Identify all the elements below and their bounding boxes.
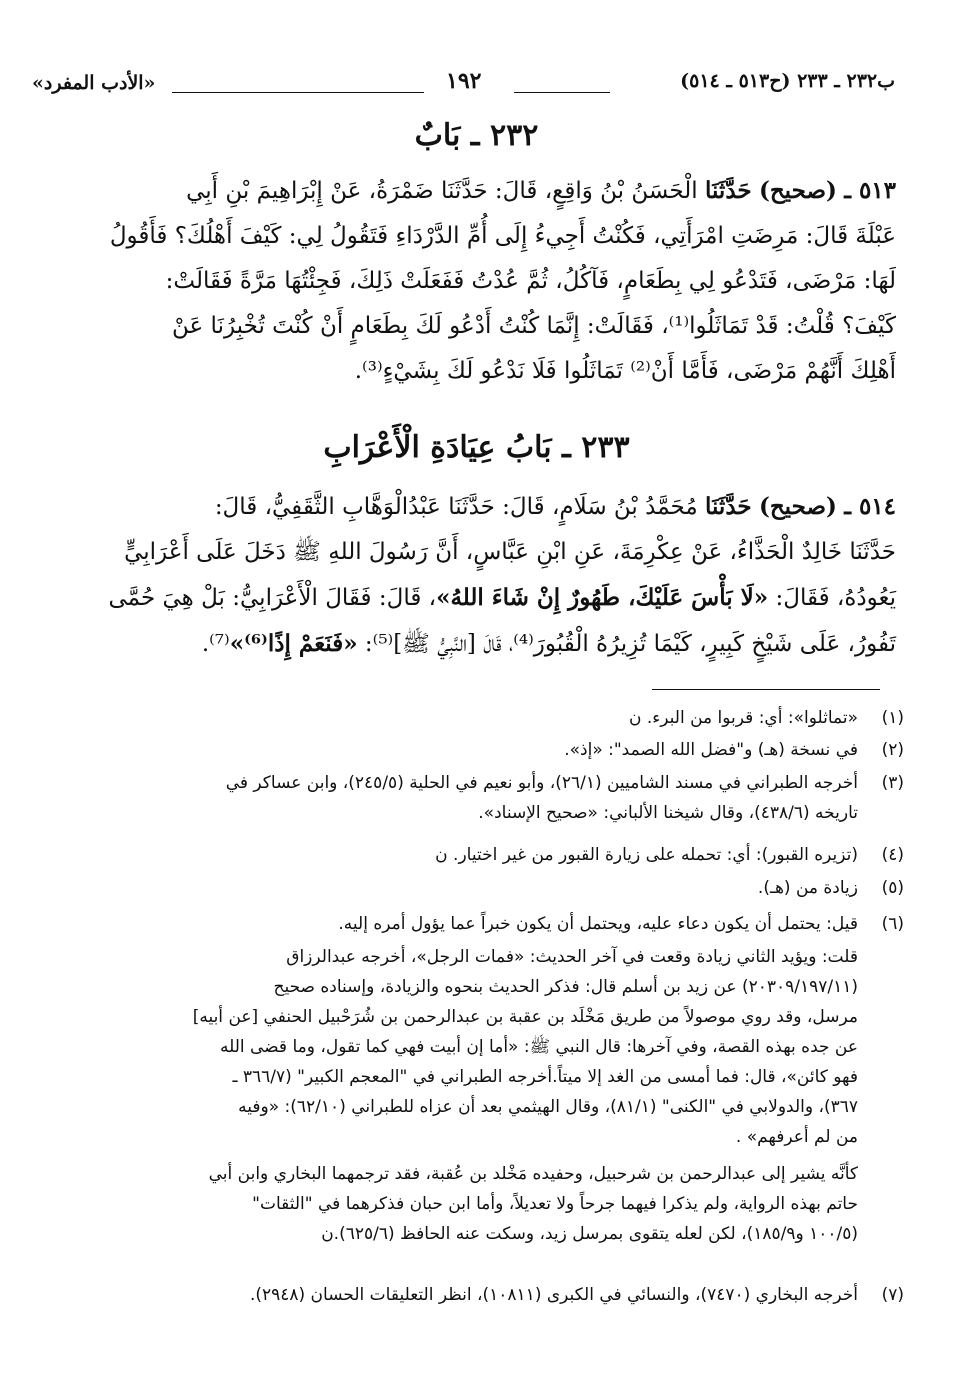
- text: ⁽⁷⁾.: [201, 631, 230, 657]
- hadith-514: [58, 484, 896, 667]
- hadith-grade: (صحيح): [758, 177, 837, 204]
- hadith-514-line-2: حَدَّثَنَا خَالِدٌ الْحَذَّاءُ، عَنْ عِكْرِمَةَ، عَنِ ابْنِ عَبَّاسٍ، أَنَّ رَسُولَ اللهِ ﷺ دَخَلَ عَلَى أَعْرَابِيٍّ: [124, 539, 896, 565]
- footnote-text: قيل: يحتمل أن يكون دعاء عليه، ويحتمل أن يكون خبراً عما يؤول أمره إليه.: [338, 914, 858, 934]
- commentary-line: مرسل، وقد روي موصولاً من طريق مَخْلَد بن عقبة بن عبدالرحمن بن شُرَحْبيل الحنفي [عن أبيه]: [192, 1007, 858, 1027]
- footnote-text: زيادة من (هـ).: [757, 878, 858, 898]
- commentary-line: كأنَّه يشير إلى عبدالرحمن بن شرحبيل، وحفيده مَخْلد بن عُقبة، فقد ترجمهما البخاري وابن أبي: [208, 1164, 858, 1184]
- footnote-text: (تزيره القبور): أي: تحمله على زيارة القبور من غير اختيار. ن: [435, 845, 858, 865]
- footnote-separator: [652, 689, 880, 690]
- footnote-number: (٥): [881, 878, 904, 898]
- text: تَفُورُ، عَلَى شَيْخٍ كَبِيرٍ، كَيْمَا تُزِيرُهُ الْقُبُورَ⁽⁴⁾، قَالَ [النَّبِيُّ ﷺ]⁽⁵⁾:: [364, 631, 896, 657]
- footnote-number: (١): [881, 708, 904, 728]
- hadith-grade: (صحيح): [758, 493, 837, 520]
- prophet-saying: «لَا بَأْسَ عَلَيْكَ، طَهُورٌ إِنْ شَاءَ اللهُ»: [436, 584, 769, 611]
- hadith-513-line-2: عَبْلَةَ قَالَ: مَرِضَتِ امْرَأَتِي، فَكُنْتُ أَجِيءُ إِلَى أُمِّ الدَّرْدَاءِ فَتَقُولُ لِي: كَيْفَ أَهْلُكَ؟ فَأَقُولُ: [109, 223, 896, 249]
- footnote-text: في نسخة (هـ) و"فضل الله الصمد": «إذ».: [564, 740, 858, 760]
- commentary-line: قلت: ويؤيد الثاني زيادة وقعت في آخر الحديث: «فمات الرجل»، أخرجه عبدالرزاق: [286, 947, 858, 967]
- text: ، قَالَ: فَقَالَ الْأَعْرَابِيُّ: بَلْ هِيَ حُمَّى: [108, 585, 437, 611]
- hadith-513-line-4: كَيْفَ؟ قُلْتُ: قَدْ تَمَاثَلُوا⁽¹⁾، فَقَالَتْ: إِنَّمَا كُنْتُ أَدْعُو لَكَ بِطَعَامٍ أَنْ كُنْتَ تُخْبِرُنَا عَنْ: [172, 313, 896, 339]
- footnote-text: تاريخه (٤٣٨/٦)، وقال شيخنا الألباني: «صحيح الإسناد».: [478, 803, 858, 823]
- commentary-line: حاتم بهذه الرواية، ولم يذكرا فيهما جرحاً ولا تعديلاً، وأما ابن حبان فذكرهما في "الثقات": [252, 1194, 858, 1214]
- footnote-number: (٤): [881, 845, 904, 865]
- hadith-number: ٥١٤ ـ: [844, 493, 896, 520]
- header-rule-left: [172, 92, 424, 93]
- commentary-line: (٢٠٣٠٩/١٩٧/١١) عن زيد بن أسلم قال: فذكر الحديث بنحوه والزيادة، وإسناده صحيح: [273, 977, 858, 997]
- footnote-5: [58, 873, 904, 903]
- isnad-text: مُحَمَّدُ بْنُ سَلَامٍ، قَالَ: حَدَّثَنَا عَبْدُالْوَهَّابِ الثَّقَفِيُّ، قَالَ:: [214, 494, 698, 520]
- haddatha-word: حَدَّثَنَا: [704, 177, 752, 204]
- footnote-4: [58, 840, 904, 870]
- haddatha-word: حَدَّثَنَا: [704, 493, 752, 520]
- footnote-3: [58, 768, 904, 828]
- footnote-6: [58, 909, 904, 939]
- header-book-title: «الأدب المفرد»: [32, 72, 156, 94]
- footnote-text: أخرجه البخاري (٧٤٧٠)، والنسائي في الكبرى (١٠٨١١)، انظر التعليقات الحسان (٢٩٤٨).: [249, 1285, 858, 1305]
- hadith-number: ٥١٣ ـ: [844, 177, 896, 204]
- footnote-text: «تماثلوا»: أي: قربوا من البرء. ن: [629, 708, 858, 728]
- commentary-line: ٣٦٧)، والدولابي في "الكنى" (٨١/١)، وقال الهيثمي بعد أن عزاه للطبراني (٦٢/١٠): «وفيه: [238, 1097, 858, 1117]
- commentary-line: (١٠٠/٥ و١٨٥/٩)، لكن لعله يتقوى بمرسل زيد، وسكت عنه الحافظ (٦٢٥/٦).ن: [321, 1224, 858, 1244]
- footnote-text: أخرجه الطبراني في مسند الشاميين (٢٦/١)، وأبو نعيم في الحلية (٢٤٥/٥)، وابن عساكر في: [225, 773, 858, 793]
- hadith-513-line-5: أَهْلِكَ أَنَّهُمْ مَرْضَى، فَأَمَّا أَنْ⁽²⁾ تَمَاثَلُوا فَلَا نَدْعُو لَكَ بِشَيْءٍ⁽³⁾.: [354, 358, 896, 384]
- chapter-title-233: ٢٣٣ ـ بَابُ عِيَادَةِ الْأَعْرَابِ: [323, 430, 630, 465]
- hadith-514-line-4: [58, 621, 896, 667]
- footnote-number: (٧): [881, 1285, 904, 1305]
- footnote-6-commentary: [58, 942, 904, 1152]
- footnote-number: (٣): [881, 773, 904, 793]
- hadith-514-line-3: [58, 575, 896, 621]
- footnote-number: (٢): [881, 740, 904, 760]
- chapter-title-232: ٢٣٢ ـ بَابٌ: [414, 118, 539, 153]
- prophet-saying: «فَنَعَمْ إِذًا⁽⁶⁾»: [229, 630, 358, 657]
- commentary-line: من لم أعرفهم» .: [735, 1127, 858, 1147]
- footnote-1: [58, 703, 904, 733]
- hadith-513-line-1: [58, 168, 896, 214]
- footnote-7: [58, 1280, 904, 1310]
- footnote-2: [58, 735, 904, 765]
- page-number: ١٩٢: [446, 68, 482, 94]
- header-rule-right: [514, 92, 610, 93]
- hadith-514-line-1: [58, 484, 896, 530]
- commentary-line: فهو كائن»، قال: فما أمسى من الغد إلا ميتاً.أخرجه الطبراني في "المعجم الكبير" (٣٦٦/٧ ـ: [232, 1067, 858, 1087]
- commentary-line: عن جده بهذه القصة، وفي آخرها: قال النبي ﷺ: «أما إن أبيت فهي كما تقول، وما قضى الله: [219, 1037, 858, 1057]
- isnad-text: الْحَسَنُ بْنُ وَاقِعٍ، قَالَ: حَدَّثَنَا ضَمْرَةُ، عَنْ إِبْرَاهِيمَ بْنِ أَبِي: [186, 178, 698, 204]
- hadith-513: [58, 168, 896, 394]
- text: يَعُودُهُ، فَقَالَ:: [775, 585, 896, 611]
- footnote-number: (٦): [881, 914, 904, 934]
- hadith-513-line-3: لَهَا: مَرْضَى، فَتَدْعُو لِي بِطَعَامٍ، فَآكُلُ، ثُمَّ عُدْتُ فَفَعَلَتْ ذَلِكَ، فَجِئْتُهَا مَرَّةً فَقَالَتْ:: [165, 268, 896, 294]
- footnote-6-commentary-2: [58, 1159, 904, 1249]
- header-chapter-ref: ب٢٣٢ ـ ٢٣٣ (ح٥١٣ ـ ٥١٤): [680, 70, 895, 92]
